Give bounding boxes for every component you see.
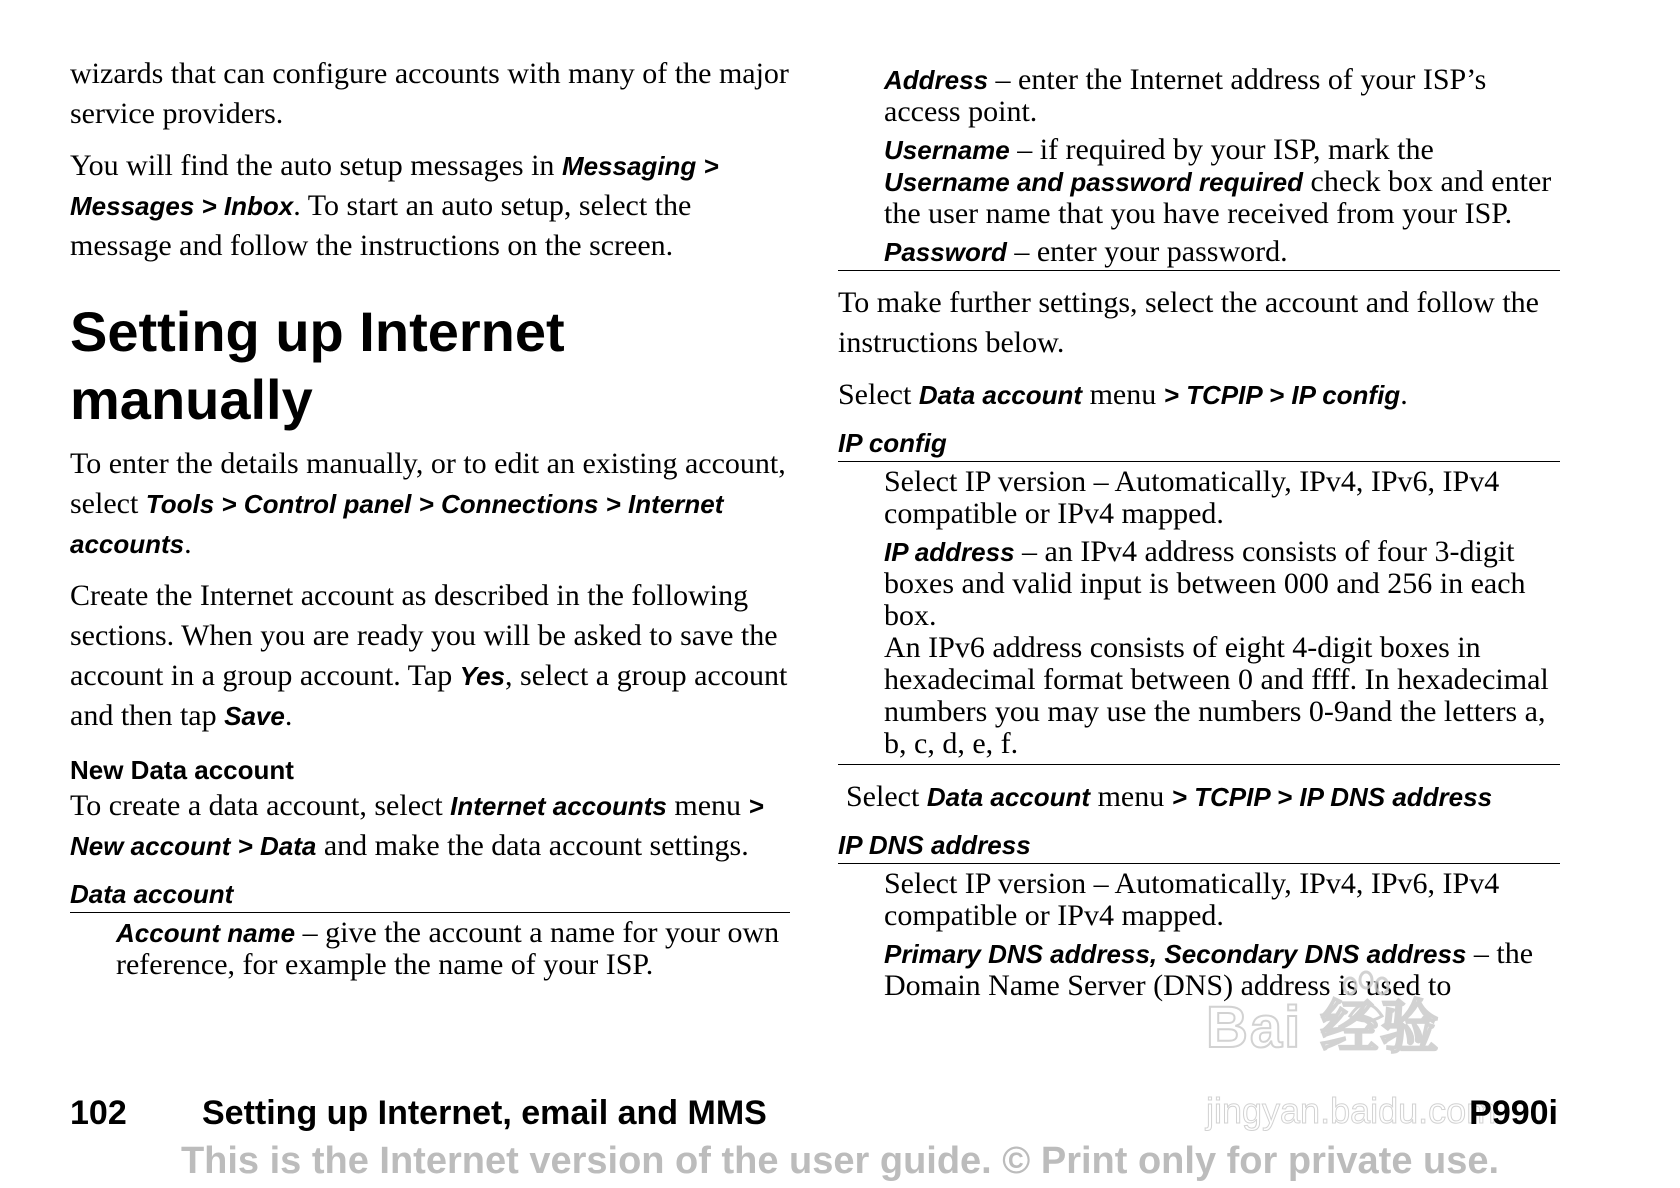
- left-column: [70, 54, 790, 981]
- entry-ip-version: Select IP version – Automatically, IPv4, IPv6, IPv4 compatible or IPv4 mapped.: [884, 465, 1500, 530]
- text: Select: [838, 378, 919, 411]
- paragraph-further-settings: To make further settings, select the account and follow the instructions below.: [838, 286, 1540, 359]
- ip-config-table: [838, 466, 1560, 765]
- watermark-logo-text: Bai 经验: [1206, 995, 1441, 1060]
- entry-term: Password: [884, 237, 1007, 267]
- table-heading-ip-config: IP config: [838, 427, 1560, 462]
- entry-address: [884, 64, 1560, 128]
- right-column: [838, 54, 1560, 1002]
- entry-description: – enter your password.: [1006, 235, 1288, 268]
- command-data-account: Data account: [926, 782, 1091, 812]
- table-heading-ip-dns: IP DNS address: [838, 829, 1560, 864]
- command-path: Tools > Control panel > Connections > Internet accounts: [70, 489, 724, 559]
- entry-description: – the Domain Name Server (DNS) address is used to: [884, 937, 1534, 1002]
- paragraph-edit-account: [70, 444, 790, 564]
- text: . To start an auto setup, select the message and follow the instructions on the screen.: [70, 189, 692, 262]
- text: .: [284, 699, 293, 732]
- command-path: > TCPIP > IP DNS address: [1171, 782, 1493, 812]
- entry-account-name: [116, 917, 790, 981]
- text: To enter the details manually, or to edit an existing account, select: [70, 447, 786, 520]
- paragraph-create-account: [70, 576, 790, 736]
- command-path: > New account > Data: [70, 791, 764, 861]
- footer-product-name: P990i: [1469, 1094, 1558, 1132]
- page-footer: [70, 1094, 1558, 1134]
- table-heading-data-account: Data account: [70, 878, 790, 913]
- footer-section-title: Setting up Internet, email and MMS: [202, 1094, 767, 1132]
- entry-term: Account name: [116, 918, 296, 948]
- text: Select: [846, 780, 927, 813]
- entry-dns-ip-version: Select IP version – Automatically, IPv4, IPv6, IPv4 compatible or IPv4 mapped.: [884, 867, 1500, 932]
- data-account-table-continued: [838, 64, 1560, 271]
- text: menu: [1082, 378, 1164, 411]
- entry-password: [884, 236, 1560, 268]
- entry-description: check box and enter the user name that you have received from your ISP.: [884, 165, 1552, 230]
- command-save: Save: [224, 701, 285, 731]
- entry-ip-address: [884, 536, 1560, 760]
- subheading-new-data-account: New Data account: [70, 755, 294, 785]
- paragraph-new-data-account: [70, 786, 790, 866]
- command-path: > TCPIP > IP config: [1163, 380, 1401, 410]
- text: .: [1400, 378, 1408, 411]
- entry-term: IP address: [884, 537, 1015, 567]
- entry-term: Primary DNS address, Secondary DNS address: [884, 939, 1467, 969]
- entry-term-checkbox: Username and password required: [884, 167, 1304, 197]
- entry-dns-address: [884, 938, 1560, 1002]
- instruction-ip-dns: [846, 777, 1560, 817]
- text: menu: [1090, 780, 1172, 813]
- page-number: 102: [70, 1094, 127, 1132]
- command-internet-accounts: Internet accounts: [450, 791, 667, 821]
- disclaimer-line: This is the Internet version of the user guide. © Print only for private use.: [180, 1140, 1500, 1182]
- command-yes: Yes: [459, 661, 506, 691]
- text: Create the Internet account as described in the following sections. When you are ready you will be asked to save the account in a group account. Tap: [70, 579, 778, 692]
- watermark-url: jingyan.baidu.com: [1206, 1090, 1497, 1131]
- entry-description-ipv6: An IPv6 address consists of eight 4-digit boxes in hexadecimal format between 0 and ffff. In hexadecimal numbers you may use the numbers 0-9and the letters a, b, c, d, e, f.: [884, 631, 1549, 760]
- text: .: [184, 527, 192, 560]
- text: , select a group account and then tap: [70, 659, 788, 732]
- entry-description: – enter the Internet address of your ISP’s access point.: [884, 63, 1487, 128]
- command-data-account: Data account: [918, 380, 1083, 410]
- entry-description: – if required by your ISP, mark the: [1009, 133, 1434, 166]
- entry-username: [884, 134, 1560, 230]
- entry-term: Address: [884, 65, 989, 95]
- entry-description: – give the account a name for your own reference, for example the name of your ISP.: [116, 916, 780, 981]
- text: To create a data account, select: [70, 789, 451, 822]
- command-path: Messaging > Messages > Inbox: [70, 151, 719, 221]
- intro-paragraph-2: [70, 146, 790, 266]
- text: menu: [666, 789, 749, 822]
- entry-description: – an IPv4 address consists of four 3-digit boxes and valid input is between 000 and 256 in each box.: [884, 535, 1526, 632]
- section-heading: Setting up Internet manually: [70, 300, 565, 431]
- text: You will find the auto setup messages in: [70, 149, 562, 182]
- entry-term: Username: [884, 135, 1010, 165]
- text: and make the data account settings.: [316, 829, 749, 862]
- intro-paragraph-1: wizards that can configure accounts with many of the major service providers.: [70, 57, 789, 130]
- instruction-ip-config: [838, 375, 1560, 415]
